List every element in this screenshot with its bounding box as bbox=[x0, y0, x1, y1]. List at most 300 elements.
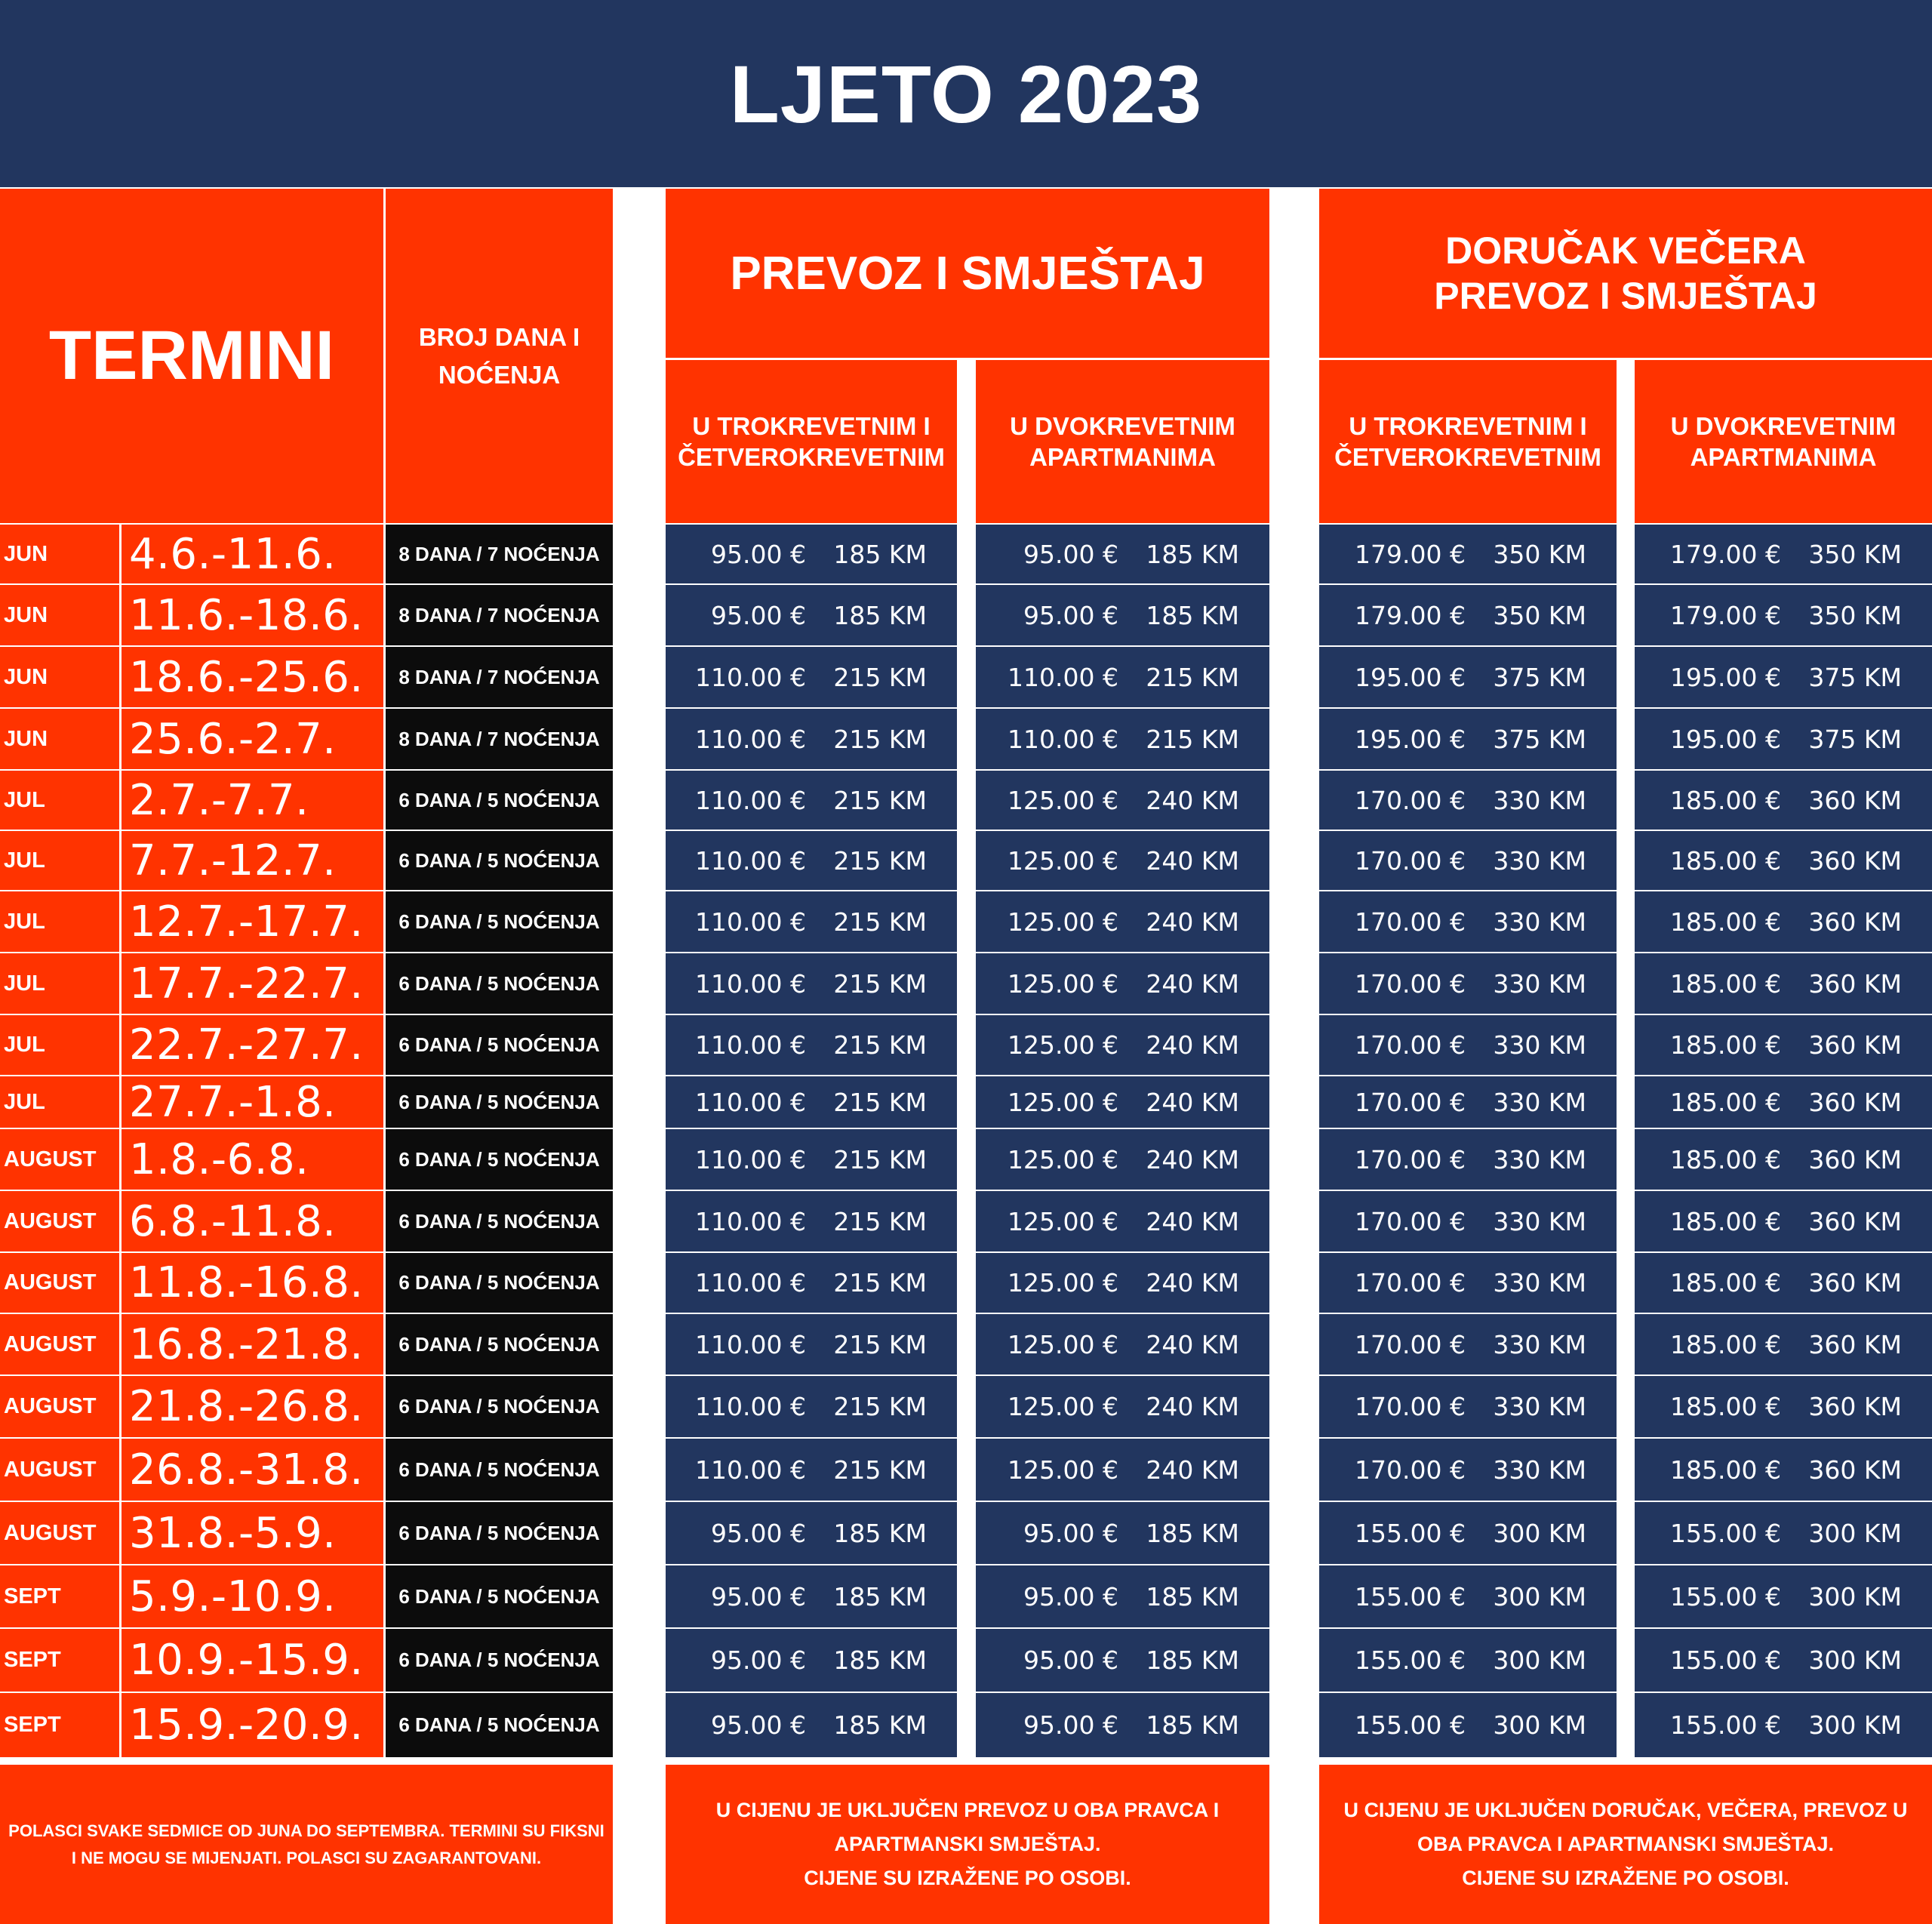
price-cell-dvokrevetnim-1 bbox=[976, 1129, 1269, 1190]
price-km: 360 KM bbox=[1808, 1087, 1902, 1117]
price-cell-dvokrevetnim-2 bbox=[1635, 1076, 1932, 1128]
month-cell: AUGUST bbox=[0, 1314, 119, 1375]
price-eur: 185.00 € bbox=[1670, 1030, 1781, 1060]
price-cell-dvokrevetnim-2 bbox=[1635, 1693, 1932, 1757]
price-cell-trokrevetnim-1 bbox=[666, 1693, 957, 1757]
price-cell-dvokrevetnim-2 bbox=[1635, 891, 1932, 952]
subheader-line1: U TROKREVETNIM I bbox=[1349, 412, 1587, 440]
price-km: 185 KM bbox=[1146, 1710, 1239, 1740]
price-eur: 125.00 € bbox=[1008, 907, 1118, 937]
price-cell-trokrevetnim-2 bbox=[1319, 771, 1617, 830]
price-cell-trokrevetnim-1 bbox=[666, 953, 957, 1014]
footer-line: I NE MOGU SE MIJENJATI. POLASCI SU ZAGARANTOVANI. bbox=[71, 1848, 542, 1867]
price-cell-trokrevetnim-1 bbox=[666, 525, 957, 583]
days-cell: 6 DANA / 5 NOĆENJA bbox=[386, 891, 613, 952]
price-cell-trokrevetnim-2 bbox=[1319, 891, 1617, 952]
month-cell: AUGUST bbox=[0, 1502, 119, 1564]
price-eur: 95.00 € bbox=[1023, 1581, 1118, 1612]
price-eur: 170.00 € bbox=[1355, 1087, 1466, 1117]
price-eur: 185.00 € bbox=[1670, 968, 1781, 999]
price-eur: 170.00 € bbox=[1355, 1206, 1466, 1236]
subheader-line2: APARTMANIMA bbox=[1690, 443, 1877, 471]
dates-cell: 10.9.-15.9. bbox=[122, 1629, 383, 1692]
subheader-trokrevetnim-2 bbox=[1319, 360, 1617, 523]
price-cell-dvokrevetnim-2 bbox=[1635, 1191, 1932, 1251]
price-cell-trokrevetnim-2 bbox=[1319, 1376, 1617, 1437]
price-km: 185 KM bbox=[833, 1581, 927, 1612]
price-km: 360 KM bbox=[1808, 1030, 1902, 1060]
price-km: 215 KM bbox=[833, 785, 927, 815]
price-eur: 125.00 € bbox=[1008, 1392, 1118, 1421]
days-cell: 6 DANA / 5 NOĆENJA bbox=[386, 1693, 613, 1757]
price-km: 185 KM bbox=[1146, 1518, 1239, 1548]
month-cell: JUL bbox=[0, 771, 119, 830]
price-eur: 125.00 € bbox=[1008, 1144, 1118, 1174]
price-km: 375 KM bbox=[1808, 662, 1902, 692]
subheader-line2: ČETVEROKREVETNIM bbox=[678, 443, 945, 471]
price-eur: 179.00 € bbox=[1355, 539, 1466, 569]
price-cell-trokrevetnim-2 bbox=[1319, 709, 1617, 769]
price-km: 240 KM bbox=[1146, 1392, 1239, 1421]
price-km: 375 KM bbox=[1493, 662, 1586, 692]
price-km: 215 KM bbox=[1146, 724, 1239, 754]
price-eur: 170.00 € bbox=[1355, 1144, 1466, 1174]
price-km: 215 KM bbox=[1146, 662, 1239, 692]
days-cell: 6 DANA / 5 NOĆENJA bbox=[386, 771, 613, 830]
month-cell: AUGUST bbox=[0, 1439, 119, 1501]
days-cell: 6 DANA / 5 NOĆENJA bbox=[386, 953, 613, 1014]
dorucak-vecera-header-line2: PREVOZ I SMJEŠTAJ bbox=[1434, 275, 1817, 317]
price-eur: 110.00 € bbox=[695, 1206, 806, 1236]
price-eur: 95.00 € bbox=[711, 539, 806, 569]
price-eur: 110.00 € bbox=[695, 1030, 806, 1060]
subheader-line1: U TROKREVETNIM I bbox=[692, 412, 931, 440]
price-km: 185 KM bbox=[833, 1518, 927, 1548]
price-eur: 185.00 € bbox=[1670, 845, 1781, 876]
price-eur: 95.00 € bbox=[711, 1518, 806, 1548]
price-km: 240 KM bbox=[1146, 845, 1239, 876]
price-km: 185 KM bbox=[833, 600, 927, 630]
days-cell: 6 DANA / 5 NOĆENJA bbox=[386, 1253, 613, 1313]
price-cell-trokrevetnim-1 bbox=[666, 1376, 957, 1437]
days-cell: 6 DANA / 5 NOĆENJA bbox=[386, 1191, 613, 1251]
subheader-dvokrevetnim-2 bbox=[1635, 360, 1932, 523]
dates-cell: 15.9.-20.9. bbox=[122, 1693, 383, 1757]
month-cell: SEPT bbox=[0, 1565, 119, 1627]
month-cell: JUL bbox=[0, 891, 119, 952]
price-cell-dvokrevetnim-2 bbox=[1635, 1502, 1932, 1564]
price-km: 185 KM bbox=[1146, 1581, 1239, 1612]
price-cell-trokrevetnim-1 bbox=[666, 647, 957, 707]
footer-line: APARTMANSKI SMJEŠTAJ. bbox=[834, 1833, 1101, 1855]
price-km: 185 KM bbox=[1146, 539, 1239, 569]
price-cell-trokrevetnim-2 bbox=[1319, 1693, 1617, 1757]
footer-note-prevoz bbox=[666, 1765, 1269, 1924]
price-km: 215 KM bbox=[833, 1268, 927, 1298]
price-km: 330 KM bbox=[1493, 785, 1586, 815]
days-cell: 6 DANA / 5 NOĆENJA bbox=[386, 1439, 613, 1501]
price-km: 215 KM bbox=[833, 1087, 927, 1117]
subheader-dvokrevetnim-1 bbox=[976, 360, 1269, 523]
price-km: 350 KM bbox=[1808, 539, 1902, 569]
price-km: 240 KM bbox=[1146, 1087, 1239, 1117]
price-cell-trokrevetnim-2 bbox=[1319, 585, 1617, 645]
price-km: 300 KM bbox=[1493, 1645, 1586, 1675]
price-cell-trokrevetnim-2 bbox=[1319, 1191, 1617, 1251]
price-eur: 185.00 € bbox=[1670, 1392, 1781, 1421]
price-km: 360 KM bbox=[1808, 907, 1902, 937]
price-km: 215 KM bbox=[833, 845, 927, 876]
price-cell-dvokrevetnim-1 bbox=[976, 1376, 1269, 1437]
price-eur: 185.00 € bbox=[1670, 1268, 1781, 1298]
footer-line: CIJENE SU IZRAŽENE PO OSOBI. bbox=[804, 1867, 1131, 1889]
price-km: 215 KM bbox=[833, 1455, 927, 1485]
price-cell-dvokrevetnim-1 bbox=[976, 831, 1269, 890]
price-eur: 95.00 € bbox=[711, 600, 806, 630]
price-km: 350 KM bbox=[1493, 600, 1586, 630]
price-eur: 110.00 € bbox=[1008, 662, 1118, 692]
price-eur: 125.00 € bbox=[1008, 845, 1118, 876]
price-km: 330 KM bbox=[1493, 1268, 1586, 1298]
price-cell-trokrevetnim-2 bbox=[1319, 1629, 1617, 1692]
price-eur: 110.00 € bbox=[695, 845, 806, 876]
dates-cell: 11.8.-16.8. bbox=[122, 1253, 383, 1313]
price-km: 375 KM bbox=[1808, 724, 1902, 754]
price-km: 360 KM bbox=[1808, 845, 1902, 876]
price-cell-trokrevetnim-2 bbox=[1319, 831, 1617, 890]
dates-cell: 26.8.-31.8. bbox=[122, 1439, 383, 1501]
month-cell: JUL bbox=[0, 1015, 119, 1075]
days-cell: 8 DANA / 7 NOĆENJA bbox=[386, 647, 613, 707]
price-km: 300 KM bbox=[1808, 1710, 1902, 1740]
dates-cell: 25.6.-2.7. bbox=[122, 709, 383, 769]
price-cell-trokrevetnim-2 bbox=[1319, 1076, 1617, 1128]
price-eur: 179.00 € bbox=[1670, 539, 1781, 569]
price-km: 330 KM bbox=[1493, 1206, 1586, 1236]
broj-dana-header-line1: BROJ DANA I bbox=[418, 322, 580, 351]
price-eur: 195.00 € bbox=[1355, 662, 1466, 692]
price-eur: 125.00 € bbox=[1008, 1206, 1118, 1236]
subheader-line1: U DVOKREVETNIM bbox=[1010, 412, 1235, 440]
price-eur: 170.00 € bbox=[1355, 785, 1466, 815]
price-cell-dvokrevetnim-1 bbox=[976, 1253, 1269, 1313]
price-cell-trokrevetnim-1 bbox=[666, 1502, 957, 1564]
price-cell-dvokrevetnim-1 bbox=[976, 1314, 1269, 1375]
page-title: LJETO 2023 bbox=[0, 0, 1932, 187]
price-eur: 195.00 € bbox=[1355, 724, 1466, 754]
days-cell: 6 DANA / 5 NOĆENJA bbox=[386, 1565, 613, 1627]
price-km: 240 KM bbox=[1146, 907, 1239, 937]
days-cell: 8 DANA / 7 NOĆENJA bbox=[386, 585, 613, 645]
price-eur: 110.00 € bbox=[695, 1392, 806, 1421]
price-eur: 125.00 € bbox=[1008, 785, 1118, 815]
prevoz-smjestaj-header: PREVOZ I SMJEŠTAJ bbox=[666, 189, 1269, 358]
price-cell-dvokrevetnim-2 bbox=[1635, 647, 1932, 707]
price-eur: 185.00 € bbox=[1670, 785, 1781, 815]
month-cell: JUL bbox=[0, 1076, 119, 1128]
price-cell-trokrevetnim-2 bbox=[1319, 1253, 1617, 1313]
price-eur: 125.00 € bbox=[1008, 968, 1118, 999]
price-km: 360 KM bbox=[1808, 1268, 1902, 1298]
price-eur: 155.00 € bbox=[1355, 1645, 1466, 1675]
price-eur: 170.00 € bbox=[1355, 907, 1466, 937]
price-cell-dvokrevetnim-1 bbox=[976, 1629, 1269, 1692]
price-cell-trokrevetnim-1 bbox=[666, 1191, 957, 1251]
price-km: 215 KM bbox=[833, 1206, 927, 1236]
dates-cell: 12.7.-17.7. bbox=[122, 891, 383, 952]
price-cell-trokrevetnim-2 bbox=[1319, 1015, 1617, 1075]
price-km: 240 KM bbox=[1146, 1329, 1239, 1359]
dates-cell: 21.8.-26.8. bbox=[122, 1376, 383, 1437]
days-cell: 6 DANA / 5 NOĆENJA bbox=[386, 1015, 613, 1075]
days-cell: 6 DANA / 5 NOĆENJA bbox=[386, 1376, 613, 1437]
price-cell-trokrevetnim-1 bbox=[666, 1076, 957, 1128]
price-cell-trokrevetnim-2 bbox=[1319, 1439, 1617, 1501]
price-eur: 110.00 € bbox=[695, 662, 806, 692]
price-eur: 179.00 € bbox=[1670, 600, 1781, 630]
price-km: 185 KM bbox=[833, 1710, 927, 1740]
price-km: 360 KM bbox=[1808, 1329, 1902, 1359]
price-eur: 125.00 € bbox=[1008, 1268, 1118, 1298]
broj-dana-header bbox=[386, 189, 613, 523]
price-cell-dvokrevetnim-1 bbox=[976, 1565, 1269, 1627]
price-cell-trokrevetnim-1 bbox=[666, 1253, 957, 1313]
dates-cell: 18.6.-25.6. bbox=[122, 647, 383, 707]
price-eur: 95.00 € bbox=[1023, 1710, 1118, 1740]
price-eur: 185.00 € bbox=[1670, 1206, 1781, 1236]
price-km: 330 KM bbox=[1493, 1455, 1586, 1485]
dates-cell: 27.7.-1.8. bbox=[122, 1076, 383, 1128]
price-cell-trokrevetnim-2 bbox=[1319, 1565, 1617, 1627]
price-km: 330 KM bbox=[1493, 1030, 1586, 1060]
price-km: 185 KM bbox=[833, 539, 927, 569]
price-eur: 185.00 € bbox=[1670, 907, 1781, 937]
month-cell: JUN bbox=[0, 709, 119, 769]
price-cell-dvokrevetnim-1 bbox=[976, 1502, 1269, 1564]
price-km: 215 KM bbox=[833, 1329, 927, 1359]
subheader-line2: APARTMANIMA bbox=[1029, 443, 1216, 471]
price-km: 300 KM bbox=[1493, 1710, 1586, 1740]
price-cell-dvokrevetnim-1 bbox=[976, 1015, 1269, 1075]
price-eur: 155.00 € bbox=[1355, 1518, 1466, 1548]
price-km: 330 KM bbox=[1493, 845, 1586, 876]
price-eur: 170.00 € bbox=[1355, 1455, 1466, 1485]
price-km: 360 KM bbox=[1808, 1144, 1902, 1174]
price-eur: 125.00 € bbox=[1008, 1030, 1118, 1060]
dates-cell: 1.8.-6.8. bbox=[122, 1129, 383, 1190]
price-km: 350 KM bbox=[1493, 539, 1586, 569]
price-eur: 185.00 € bbox=[1670, 1455, 1781, 1485]
month-cell: JUL bbox=[0, 953, 119, 1014]
month-cell: JUN bbox=[0, 585, 119, 645]
month-cell: AUGUST bbox=[0, 1191, 119, 1251]
price-eur: 170.00 € bbox=[1355, 1329, 1466, 1359]
price-cell-dvokrevetnim-1 bbox=[976, 953, 1269, 1014]
price-eur: 155.00 € bbox=[1670, 1581, 1781, 1612]
price-cell-dvokrevetnim-2 bbox=[1635, 1253, 1932, 1313]
price-km: 330 KM bbox=[1493, 1392, 1586, 1421]
broj-dana-header-line2: NOĆENJA bbox=[438, 360, 561, 389]
month-cell: JUL bbox=[0, 831, 119, 890]
price-eur: 110.00 € bbox=[695, 1144, 806, 1174]
price-km: 375 KM bbox=[1493, 724, 1586, 754]
price-km: 360 KM bbox=[1808, 1392, 1902, 1421]
month-cell: JUN bbox=[0, 525, 119, 583]
price-eur: 195.00 € bbox=[1670, 724, 1781, 754]
price-eur: 155.00 € bbox=[1355, 1581, 1466, 1612]
price-cell-trokrevetnim-1 bbox=[666, 831, 957, 890]
price-km: 360 KM bbox=[1808, 1206, 1902, 1236]
price-km: 215 KM bbox=[833, 1030, 927, 1060]
days-cell: 6 DANA / 5 NOĆENJA bbox=[386, 1629, 613, 1692]
price-eur: 179.00 € bbox=[1355, 600, 1466, 630]
price-km: 300 KM bbox=[1808, 1581, 1902, 1612]
price-km: 240 KM bbox=[1146, 785, 1239, 815]
price-cell-dvokrevetnim-2 bbox=[1635, 1129, 1932, 1190]
price-km: 360 KM bbox=[1808, 968, 1902, 999]
footer-line: POLASCI SVAKE SEDMICE OD JUNA DO SEPTEMBRA. TERMINI SU FIKSNI bbox=[8, 1821, 605, 1840]
days-cell: 6 DANA / 5 NOĆENJA bbox=[386, 1076, 613, 1128]
month-cell: AUGUST bbox=[0, 1129, 119, 1190]
price-cell-dvokrevetnim-2 bbox=[1635, 1376, 1932, 1437]
price-eur: 155.00 € bbox=[1670, 1645, 1781, 1675]
price-eur: 95.00 € bbox=[711, 1581, 806, 1612]
price-cell-trokrevetnim-1 bbox=[666, 1565, 957, 1627]
price-km: 330 KM bbox=[1493, 968, 1586, 999]
dates-cell: 22.7.-27.7. bbox=[122, 1015, 383, 1075]
price-km: 185 KM bbox=[1146, 600, 1239, 630]
price-eur: 170.00 € bbox=[1355, 845, 1466, 876]
dates-cell: 31.8.-5.9. bbox=[122, 1502, 383, 1564]
price-km: 240 KM bbox=[1146, 968, 1239, 999]
price-km: 360 KM bbox=[1808, 1455, 1902, 1485]
price-cell-trokrevetnim-2 bbox=[1319, 1314, 1617, 1375]
price-km: 240 KM bbox=[1146, 1455, 1239, 1485]
subheader-trokrevetnim-1 bbox=[666, 360, 957, 523]
price-cell-dvokrevetnim-2 bbox=[1635, 1314, 1932, 1375]
price-eur: 155.00 € bbox=[1355, 1710, 1466, 1740]
footer-line: U CIJENU JE UKLJUČEN PREVOZ U OBA PRAVCA I bbox=[715, 1799, 1220, 1821]
month-cell: AUGUST bbox=[0, 1253, 119, 1313]
price-eur: 95.00 € bbox=[711, 1645, 806, 1675]
price-eur: 170.00 € bbox=[1355, 1030, 1466, 1060]
month-cell: JUN bbox=[0, 647, 119, 707]
price-cell-trokrevetnim-1 bbox=[666, 1629, 957, 1692]
price-eur: 95.00 € bbox=[1023, 1645, 1118, 1675]
price-eur: 95.00 € bbox=[1023, 600, 1118, 630]
price-cell-dvokrevetnim-2 bbox=[1635, 1439, 1932, 1501]
dorucak-vecera-header bbox=[1319, 189, 1932, 358]
price-cell-trokrevetnim-2 bbox=[1319, 647, 1617, 707]
price-km: 185 KM bbox=[1146, 1645, 1239, 1675]
days-cell: 6 DANA / 5 NOĆENJA bbox=[386, 831, 613, 890]
price-cell-dvokrevetnim-2 bbox=[1635, 771, 1932, 830]
price-km: 350 KM bbox=[1808, 600, 1902, 630]
price-km: 215 KM bbox=[833, 968, 927, 999]
footer-line: OBA PRAVCA I APARTMANSKI SMJEŠTAJ. bbox=[1417, 1833, 1835, 1855]
price-eur: 185.00 € bbox=[1670, 1144, 1781, 1174]
price-eur: 110.00 € bbox=[695, 968, 806, 999]
month-cell: AUGUST bbox=[0, 1376, 119, 1437]
price-cell-dvokrevetnim-2 bbox=[1635, 831, 1932, 890]
price-eur: 110.00 € bbox=[695, 1087, 806, 1117]
price-km: 240 KM bbox=[1146, 1030, 1239, 1060]
days-cell: 6 DANA / 5 NOĆENJA bbox=[386, 1502, 613, 1564]
price-cell-trokrevetnim-1 bbox=[666, 1439, 957, 1501]
footer-note-departures bbox=[0, 1765, 613, 1924]
price-eur: 110.00 € bbox=[695, 785, 806, 815]
price-eur: 110.00 € bbox=[695, 724, 806, 754]
price-km: 240 KM bbox=[1146, 1206, 1239, 1236]
price-eur: 185.00 € bbox=[1670, 1329, 1781, 1359]
price-eur: 125.00 € bbox=[1008, 1455, 1118, 1485]
dates-cell: 11.6.-18.6. bbox=[122, 585, 383, 645]
price-cell-dvokrevetnim-1 bbox=[976, 709, 1269, 769]
price-eur: 195.00 € bbox=[1670, 662, 1781, 692]
price-km: 185 KM bbox=[833, 1645, 927, 1675]
price-eur: 95.00 € bbox=[1023, 539, 1118, 569]
days-cell: 6 DANA / 5 NOĆENJA bbox=[386, 1314, 613, 1375]
price-eur: 170.00 € bbox=[1355, 1392, 1466, 1421]
dates-cell: 2.7.-7.7. bbox=[122, 771, 383, 830]
price-cell-trokrevetnim-2 bbox=[1319, 953, 1617, 1014]
termini-header: TERMINI bbox=[0, 189, 383, 523]
price-km: 215 KM bbox=[833, 662, 927, 692]
price-km: 300 KM bbox=[1808, 1518, 1902, 1548]
price-cell-trokrevetnim-1 bbox=[666, 771, 957, 830]
price-cell-dvokrevetnim-1 bbox=[976, 525, 1269, 583]
month-cell: SEPT bbox=[0, 1693, 119, 1757]
subheader-line1: U DVOKREVETNIM bbox=[1670, 412, 1897, 440]
price-cell-dvokrevetnim-1 bbox=[976, 1693, 1269, 1757]
price-cell-trokrevetnim-1 bbox=[666, 891, 957, 952]
price-eur: 155.00 € bbox=[1670, 1710, 1781, 1740]
price-eur: 185.00 € bbox=[1670, 1087, 1781, 1117]
footer-note-dorucak bbox=[1319, 1765, 1932, 1924]
price-km: 300 KM bbox=[1493, 1518, 1586, 1548]
price-cell-trokrevetnim-1 bbox=[666, 709, 957, 769]
month-cell: SEPT bbox=[0, 1629, 119, 1692]
price-km: 240 KM bbox=[1146, 1144, 1239, 1174]
price-km: 330 KM bbox=[1493, 907, 1586, 937]
price-km: 330 KM bbox=[1493, 1329, 1586, 1359]
price-cell-dvokrevetnim-2 bbox=[1635, 953, 1932, 1014]
days-cell: 6 DANA / 5 NOĆENJA bbox=[386, 1129, 613, 1190]
footer-line: CIJENE SU IZRAŽENE PO OSOBI. bbox=[1462, 1867, 1789, 1889]
price-cell-dvokrevetnim-1 bbox=[976, 647, 1269, 707]
price-eur: 95.00 € bbox=[711, 1710, 806, 1740]
price-km: 215 KM bbox=[833, 907, 927, 937]
price-cell-dvokrevetnim-2 bbox=[1635, 1629, 1932, 1692]
dates-cell: 4.6.-11.6. bbox=[122, 525, 383, 583]
price-km: 330 KM bbox=[1493, 1144, 1586, 1174]
price-cell-dvokrevetnim-1 bbox=[976, 891, 1269, 952]
price-km: 240 KM bbox=[1146, 1268, 1239, 1298]
price-cell-dvokrevetnim-2 bbox=[1635, 1565, 1932, 1627]
price-cell-dvokrevetnim-1 bbox=[976, 1191, 1269, 1251]
price-km: 330 KM bbox=[1493, 1087, 1586, 1117]
price-cell-trokrevetnim-2 bbox=[1319, 525, 1617, 583]
price-cell-trokrevetnim-1 bbox=[666, 1314, 957, 1375]
price-cell-dvokrevetnim-2 bbox=[1635, 525, 1932, 583]
price-eur: 125.00 € bbox=[1008, 1329, 1118, 1359]
price-cell-dvokrevetnim-1 bbox=[976, 1439, 1269, 1501]
subheader-line2: ČETVEROKREVETNIM bbox=[1334, 443, 1601, 471]
price-km: 215 KM bbox=[833, 1392, 927, 1421]
price-eur: 110.00 € bbox=[695, 1329, 806, 1359]
dates-cell: 16.8.-21.8. bbox=[122, 1314, 383, 1375]
price-cell-trokrevetnim-1 bbox=[666, 1129, 957, 1190]
